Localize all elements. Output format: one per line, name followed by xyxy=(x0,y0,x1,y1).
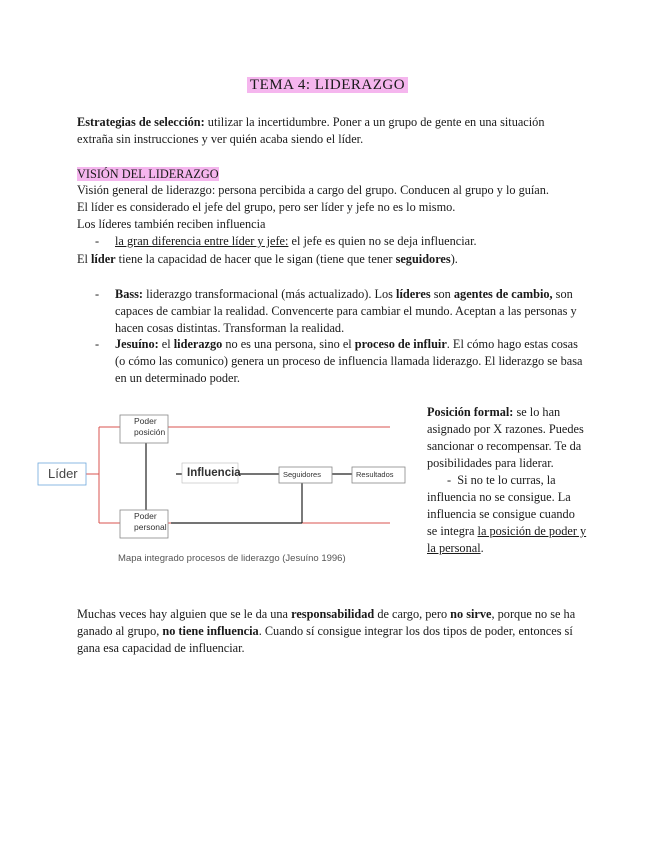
closing-t2: de cargo, pero xyxy=(374,607,451,621)
jesuino-label: Jesuíno: xyxy=(115,337,159,351)
bass-label: Bass: xyxy=(115,287,144,301)
lider-label: Líder xyxy=(48,466,82,482)
bass-b1: líderes xyxy=(396,287,431,301)
section-heading xyxy=(77,166,582,183)
closing-t4: . Cuando sí consigue integrar los dos tipos de poder, entonces sí gana esa capacidad de influenciar. xyxy=(77,624,573,655)
jesuino-t3: . El cómo hago estas cosas (o cómo las comunico) genera un proceso de influencia llamada liderazgo. El liderazgo se basa en un determinado poder. xyxy=(115,337,583,385)
side-end: . xyxy=(480,541,484,555)
influencia-label: Influencia xyxy=(187,467,241,479)
section-heading-text: VISIÓN DEL LIDERAZGO xyxy=(77,167,219,181)
diagram-caption: Mapa integrado procesos de liderazgo (Jesuíno 1996) xyxy=(118,553,346,564)
side-note xyxy=(427,404,587,557)
page-title xyxy=(0,77,655,94)
bass-b2: agentes de cambio, xyxy=(453,287,553,301)
leadership-diagram xyxy=(36,405,420,575)
side-t2: Si no te lo curras, la influencia no se consigue. La influencia se consigue cuando se integra xyxy=(427,473,575,538)
intro-text: utilizar la incertidumbre. Poner a un grupo de gente en una situación extraña sin instrucciones y ver quién acaba siendo el líder. xyxy=(77,115,545,146)
closing-t1: Muchas veces hay alguien que se le da una xyxy=(77,607,292,621)
jesuino-t1: el xyxy=(158,337,174,351)
lider-a: El xyxy=(77,252,92,266)
jesuino-b1: liderazgo xyxy=(173,337,223,351)
bass-t2: son xyxy=(430,287,454,301)
bullet-underlined: la gran diferencia entre líder y jefe: xyxy=(115,234,289,248)
poder-personal-label xyxy=(134,511,166,533)
intro-paragraph xyxy=(77,114,582,148)
jesuino-dash: - xyxy=(95,337,100,351)
bullet-rest: el jefe es quien no se deja influenciar. xyxy=(288,234,477,248)
jesuino-b2: proceso de influir xyxy=(354,337,447,351)
poder-posicion-1: Poder xyxy=(134,416,157,426)
seguidores-label: Seguidores xyxy=(283,469,329,480)
bass-dash: - xyxy=(95,287,100,301)
lider-line xyxy=(77,251,597,268)
diagram-lines xyxy=(36,405,420,575)
line-1: Visión general de liderazgo: persona percibida a cargo del grupo. Conducen al grupo y lo guían. xyxy=(77,183,549,197)
closing-paragraph xyxy=(77,606,577,657)
side-label: Posición formal: xyxy=(427,405,514,419)
jesuino-t2: no es una persona, sino el xyxy=(222,337,355,351)
poder-personal-2: personal xyxy=(134,522,167,532)
bullet-dash: - xyxy=(95,234,100,248)
closing-t3: , porque no se ha ganado al grupo, xyxy=(77,607,576,638)
title-highlight: TEMA 4: LIDERAZGO xyxy=(247,77,408,93)
bass-t3: son capaces de cambiar la realidad. Convencerte para cambiar el mundo. Aceptan a las personas y hacen cosas distintas. Transforman la realidad. xyxy=(115,287,577,335)
poder-posicion-label xyxy=(134,416,166,438)
lider-b: líder xyxy=(91,252,116,266)
poder-personal-1: Poder xyxy=(134,511,157,521)
closing-b3: no tiene influencia xyxy=(162,624,259,638)
bass-t1: liderazgo transformacional (más actualizado). Los xyxy=(143,287,397,301)
poder-posicion-2: posición xyxy=(134,427,166,437)
lider-c: tiene la capacidad de hacer que le sigan (tiene que tener xyxy=(115,252,396,266)
line-3: Los líderes también reciben influencia xyxy=(77,217,266,231)
side-t1: se lo han asignado por X razones. Puedes sancionar o recompensar. Te da posibilidades para liderar. xyxy=(427,405,584,470)
side-dash: - xyxy=(447,473,452,487)
lider-e: ). xyxy=(450,252,458,266)
lider-d: seguidores xyxy=(395,252,451,266)
line-2: El líder es considerado el jefe del grupo, pero ser líder y jefe no es lo mismo. xyxy=(77,200,456,214)
closing-b2: no sirve xyxy=(450,607,492,621)
intro-label: Estrategias de selección: xyxy=(77,115,205,129)
closing-b1: responsabilidad xyxy=(291,607,375,621)
resultados-label: Resultados xyxy=(356,469,402,480)
side-underlined: la posición de poder y la personal xyxy=(427,524,587,555)
